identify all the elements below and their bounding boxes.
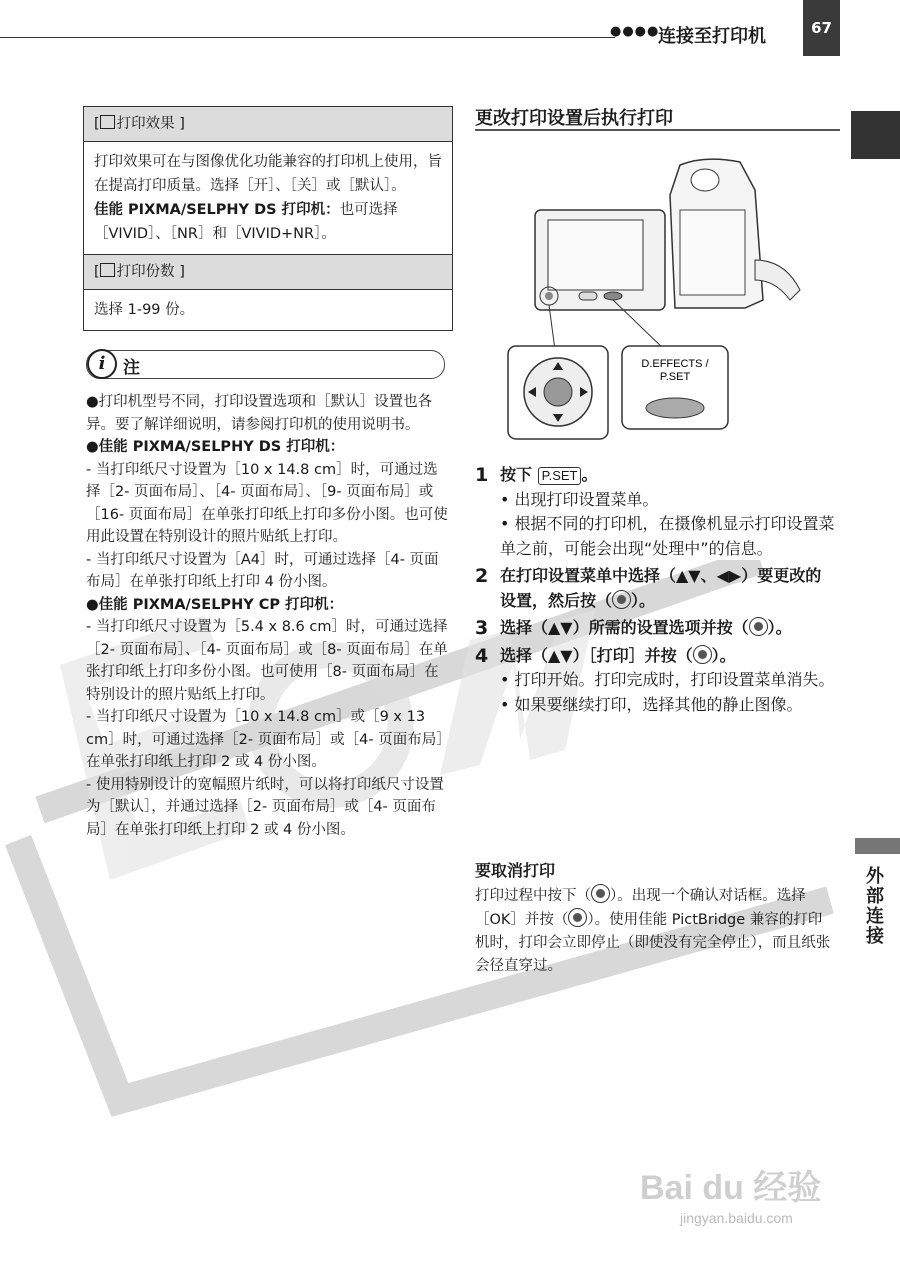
table-body-copies: 选择 1-99 份。: [94, 302, 195, 318]
pset-button-small: [604, 292, 622, 300]
baidu-watermark: Bai du 经验: [640, 1169, 822, 1207]
pset-key: P.SET: [538, 467, 582, 485]
step-2: [475, 564, 835, 613]
table-head-print-effect: [84, 107, 452, 142]
bracket-open: [: [94, 264, 100, 280]
pset-label-2: P.SET: [659, 371, 691, 383]
side-tab-label: 外部连接: [863, 866, 884, 946]
note-item: ●打印机型号不同，打印设置选项和［默认］设置也各异。要了解详细说明，请参阅打印机的使用说明书。: [86, 394, 433, 433]
joystick-icon: [568, 908, 587, 927]
effect-ds-text: 也可选择［VIVID］、［NR］和［VIVID+NR］。: [94, 202, 398, 242]
note-item: - 当打印纸尺寸设置为［A4］时，可通过选择［4- 页面布局］在单张打印纸上打印 4 份小图。: [86, 551, 439, 590]
step-4-end: ）。: [711, 645, 736, 665]
step-2-text: 在打印设置菜单中选择（▲▼、◀▶）要更改的设置，然后按（: [500, 566, 822, 610]
step-1-sub-2: • 根据不同的打印机，在摄像机显示打印设置菜单之前，可能会出现“处理中”的信息。: [500, 514, 835, 558]
baidu-watermark-url: jingyan.baidu.com: [680, 1210, 793, 1226]
cancel-title: 要取消打印: [475, 861, 556, 880]
section-rule: [475, 129, 840, 131]
step-number: 1: [475, 464, 489, 486]
step-text: [500, 616, 792, 641]
cancel-body: [475, 884, 835, 978]
step-number: 2: [475, 565, 489, 587]
pset-button: [646, 398, 704, 418]
step-2-end: ）。: [631, 590, 656, 610]
joystick-icon: [749, 617, 768, 636]
table-head-copies: [84, 255, 452, 290]
step-4-sub-2: • 如果要继续打印，选择其他的静止图像。: [500, 694, 803, 714]
note-item: ●佳能 PIXMA/SELPHY CP 打印机：: [86, 596, 344, 613]
camcorder-illustration: [505, 150, 840, 445]
joystick-center: [544, 378, 572, 406]
viewfinder: [691, 169, 719, 191]
joystick-small-center: [545, 292, 553, 300]
section-title: 更改打印设置后执行打印: [475, 108, 673, 129]
step-4: [475, 644, 835, 669]
note-item: - 当打印纸尺寸设置为［10 x 14.8 cm］或［9 x 13 cm］时，可通过选择［2- 页面布局］或［4- 页面布局］在单张打印纸上打印 2 或 4 份小图。: [86, 709, 451, 770]
step-number: 4: [475, 644, 489, 667]
note-item: ●佳能 PIXMA/SELPHY DS 打印机：: [86, 439, 345, 455]
steps-list: [475, 463, 835, 717]
lcd-screen: [548, 220, 643, 290]
step-number: 3: [475, 617, 489, 639]
step-text: [500, 463, 598, 488]
chapter-title: 连接至打印机: [658, 26, 766, 47]
note-label: 注: [123, 358, 140, 378]
copies-icon: [100, 263, 115, 277]
joystick-icon: [612, 590, 631, 609]
page-number: 67: [803, 0, 840, 56]
cancel-text-2: ）。出现一个确认对话框。选择［OK］并按（: [475, 888, 806, 928]
step-4-sub-1: • 打印开始。打印完成时，打印设置菜单消失。: [500, 670, 835, 689]
effect-ds-label: 佳能 PIXMA/SELPHY DS 打印机：: [94, 202, 340, 218]
effect-ds-note: [94, 198, 442, 246]
thumb-tab-top: [851, 111, 900, 159]
print-effect-icon: [100, 115, 115, 129]
step-1-end: 。: [581, 465, 598, 484]
step-3-end: ）。: [767, 618, 792, 637]
step-4-text: 选择（▲▼）［打印］并按（: [500, 645, 693, 665]
func-button-small: [579, 292, 597, 300]
joystick-icon: [693, 645, 712, 664]
cancel-text-1: 打印过程中按下（: [475, 888, 591, 904]
leader-line-1: [549, 305, 555, 350]
note-item: - 当打印纸尺寸设置为［10 x 14.8 cm］时，可通过选择［2- 页面布局］、［4- 页面布局］、［9- 页面布局］或［16- 页面布局］在单张打印纸上打印多份小图。也可使用此设置在特别设计的照片贴纸上打印。: [86, 461, 448, 545]
step-text: [500, 644, 736, 669]
copies-head-label: 打印份数 ]: [116, 264, 185, 280]
table-body-print-effect: [84, 142, 452, 255]
pset-label-1: D.EFFECTS /: [641, 358, 709, 370]
step-1-sub-1: • 出现打印设置菜单。: [500, 489, 659, 509]
effect-head-label: 打印效果 ]: [116, 116, 185, 132]
step-1-text: 按下: [500, 465, 533, 484]
step-1: [475, 463, 835, 488]
step-3-text: 选择（▲▼）所需的设置选项并按（: [500, 618, 749, 637]
header-dots: ●●●●: [610, 24, 660, 39]
cancel-text-3: ）。使用佳能 PictBridge 兼容的打印机时，打印会立即停止（即使没有完全停止），而且纸张会径直穿过。: [475, 912, 831, 974]
bracket-open: [: [94, 116, 100, 132]
joystick-icon: [591, 884, 610, 903]
note-item: - 使用特别设计的宽幅照片纸时，可以将打印纸尺寸设置为［默认］，并通过选择［2- 页面布局］或［4- 页面布局］在单张打印纸上打印 2 或 4 份小图。: [86, 776, 444, 838]
header-rule: [0, 37, 615, 38]
step-3: [475, 616, 835, 641]
step-text: [500, 564, 835, 613]
settings-table: [83, 106, 453, 331]
note-body: [86, 391, 452, 841]
effect-description: 打印效果可在与图像优化功能兼容的打印机上使用，旨在提高打印质量。选择［开］、［关］或［默认］。: [94, 154, 442, 194]
note-item: - 当打印纸尺寸设置为［5.4 x 8.6 cm］时，可通过选择［2- 页面布局］、［4- 页面布局］或［8- 页面布局］在单张打印纸上打印多份小图。也可使用［8- 页面布局］在特别设计的照片贴纸上打印。: [86, 619, 448, 703]
info-icon: i: [87, 349, 117, 379]
battery-compartment: [680, 210, 745, 295]
